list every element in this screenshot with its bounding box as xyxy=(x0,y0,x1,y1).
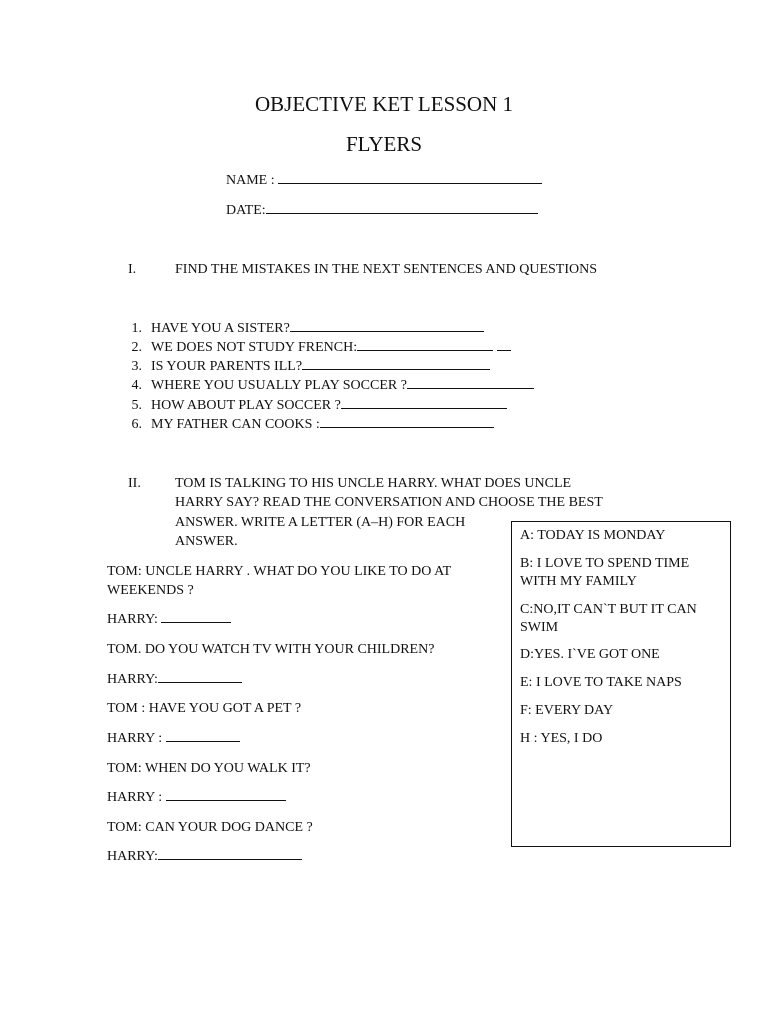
item-text: HOW ABOUT PLAY SOCCER ? xyxy=(151,398,341,413)
section-2-instruction-line: TOM IS TALKING TO HIS UNCLE HARRY. WHAT DOES UNCLE xyxy=(175,476,572,491)
date-blank[interactable] xyxy=(266,201,538,214)
answer-blank[interactable] xyxy=(302,357,490,370)
item-number: 6. xyxy=(131,417,142,432)
section-2-instruction-line: ANSWER. WRITE A LETTER (A–H) FOR EACH xyxy=(175,515,466,530)
answer-blank[interactable] xyxy=(320,415,494,428)
section-2-instruction-line: ANSWER. xyxy=(175,534,238,549)
answer-blank[interactable] xyxy=(166,729,240,742)
item-text: WHERE YOU USUALLY PLAY SOCCER ? xyxy=(151,378,407,393)
option-f: F: EVERY DAY xyxy=(520,703,614,718)
item-number: 5. xyxy=(131,398,142,413)
section-1-instruction: FIND THE MISTAKES IN THE NEXT SENTENCES AND QUESTIONS xyxy=(175,262,597,277)
dialogue-line-tom-cont: WEEKENDS ? xyxy=(107,583,194,598)
section-2-instruction-line: HARRY SAY? READ THE CONVERSATION AND CHOOSE THE BEST xyxy=(175,495,603,510)
list-item xyxy=(120,396,507,415)
item-number: 4. xyxy=(131,378,142,393)
dialogue-line-harry xyxy=(107,788,286,807)
list-item xyxy=(120,376,534,395)
answer-options-box xyxy=(511,521,731,847)
answer-blank[interactable] xyxy=(161,610,231,623)
answer-blank[interactable] xyxy=(166,788,286,801)
name-blank[interactable] xyxy=(278,171,542,184)
dialogue-line-harry xyxy=(107,729,240,748)
dialogue-line-harry xyxy=(107,670,242,689)
option-b: B: I LOVE TO SPEND TIME WITH MY FAMILY xyxy=(520,556,690,589)
date-field[interactable] xyxy=(226,201,538,220)
harry-label: HARRY : xyxy=(107,790,166,805)
item-text: HAVE YOU A SISTER? xyxy=(151,321,290,336)
option-h: H : YES, I DO xyxy=(520,731,603,746)
dialogue-line-tom: TOM: UNCLE HARRY . WHAT DO YOU LIKE TO DO AT xyxy=(107,564,452,579)
answer-blank[interactable] xyxy=(407,376,534,389)
answer-blank[interactable] xyxy=(357,338,493,351)
item-number: 3. xyxy=(131,359,142,374)
dialogue-line-tom: TOM: WHEN DO YOU WALK IT? xyxy=(107,761,311,776)
item-text: IS YOUR PARENTS ILL? xyxy=(151,359,303,374)
name-label: NAME : xyxy=(226,173,275,188)
section-2-numeral: II. xyxy=(128,476,141,491)
list-item xyxy=(120,415,494,434)
item-text: WE DOES NOT STUDY FRENCH: xyxy=(151,340,358,355)
harry-label: HARRY: xyxy=(107,612,162,627)
answer-blank-extra[interactable] xyxy=(497,338,511,351)
dialogue-line-harry xyxy=(107,610,231,629)
option-c: C:NO,IT CAN`T BUT IT CAN SWIM xyxy=(520,602,697,635)
list-item xyxy=(120,357,490,376)
worksheet-title: OBJECTIVE KET LESSON 1 xyxy=(254,92,514,116)
item-number: 2. xyxy=(131,340,142,355)
item-text: MY FATHER CAN COOKS : xyxy=(151,417,320,432)
item-number: 1. xyxy=(131,321,142,336)
dialogue-line-tom: TOM. DO YOU WATCH TV WITH YOUR CHILDREN? xyxy=(107,642,435,657)
option-e: E: I LOVE TO TAKE NAPS xyxy=(520,675,682,690)
dialogue-line-tom: TOM : HAVE YOU GOT A PET ? xyxy=(107,701,302,716)
answer-blank[interactable] xyxy=(290,319,484,332)
dialogue-line-harry xyxy=(107,847,302,866)
harry-label: HARRY: xyxy=(107,849,158,864)
list-item xyxy=(120,319,484,338)
answer-blank[interactable] xyxy=(158,670,242,683)
date-label: DATE: xyxy=(226,203,266,218)
option-a: A: TODAY IS MONDAY xyxy=(520,528,666,543)
harry-label: HARRY: xyxy=(107,672,158,687)
harry-label: HARRY : xyxy=(107,731,166,746)
option-d: D:YES. I`VE GOT ONE xyxy=(520,647,660,662)
dialogue-line-tom: TOM: CAN YOUR DOG DANCE ? xyxy=(107,820,313,835)
answer-blank[interactable] xyxy=(341,396,507,409)
section-1-numeral: I. xyxy=(128,262,137,277)
worksheet-subtitle: FLYERS xyxy=(345,132,423,156)
list-item xyxy=(120,338,511,357)
answer-blank[interactable] xyxy=(158,847,302,860)
name-field[interactable] xyxy=(226,171,542,190)
